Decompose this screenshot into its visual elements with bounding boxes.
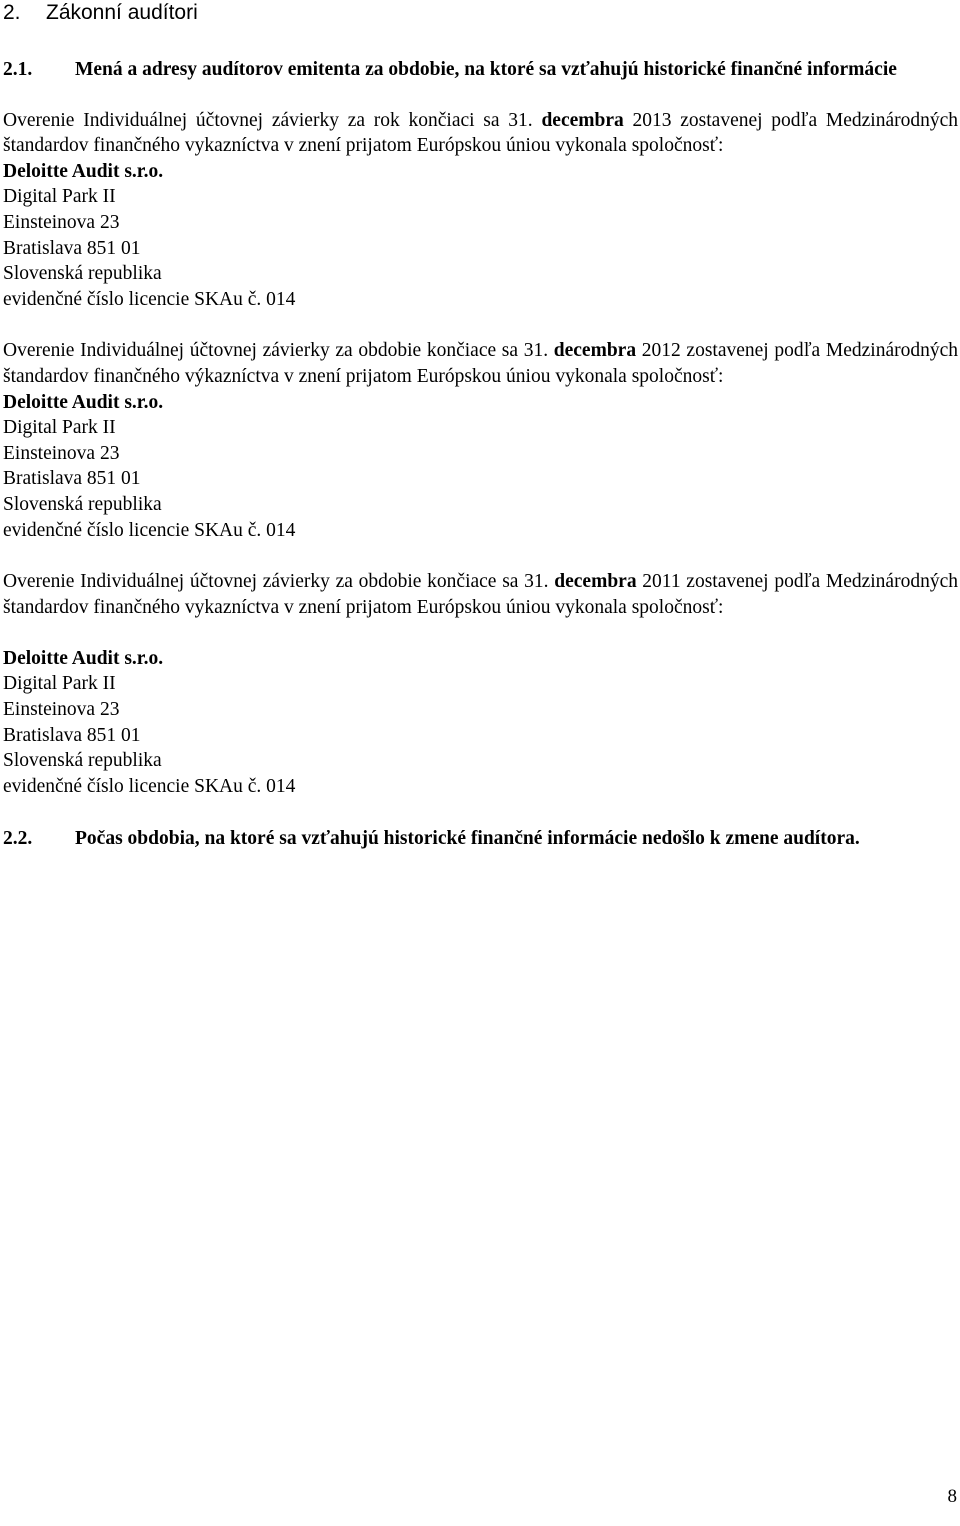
auditor-company: Deloitte Audit s.r.o. — [3, 647, 164, 669]
address-line-2: Einsteinova 23 — [3, 211, 120, 233]
subsection-number: 2.2. — [3, 828, 33, 850]
intro-text: Overenie Individuálnej účtovnej závierky za obdobie končiace sa 31. — [3, 571, 555, 593]
address-country: Slovenská republika — [3, 263, 162, 285]
intro-bold: decembra — [554, 571, 637, 593]
document-page — [3, 0, 958, 852]
address-line-2: Einsteinova 23 — [3, 442, 120, 464]
subsection-heading-2-1 — [3, 57, 958, 83]
intro-bold: decembra — [541, 109, 624, 131]
intro-text-rest: 2013 zostavenej podľa Medzinárodných štandardov finančného vykazníctva v znení prijatom Európskou úniou vykonala spoločnosť: — [3, 109, 958, 157]
license-number: evidenčné číslo licencie SKAu č. 014 — [3, 288, 296, 310]
section-title: Zákonní audítori — [46, 1, 198, 24]
spacer — [3, 620, 958, 646]
subsection-title: Počas obdobia, na ktoré sa vzťahujú historické finančné informácie nedošlo k zmene audítora. — [75, 828, 860, 850]
auditor-company: Deloitte Audit s.r.o. — [3, 160, 164, 182]
intro-bold: decembra — [553, 340, 637, 362]
subsection-heading-2-2 — [3, 826, 958, 852]
address-line-3: Bratislava 851 01 — [3, 724, 141, 746]
page-number: 8 — [947, 1486, 957, 1508]
license-number: evidenčné číslo licencie SKAu č. 014 — [3, 775, 296, 797]
intro-text-rest: 2012 zostavenej podľa Medzinárodných štandardov finančného výkazníctva v znení prijatom Európskou úniou vykonala spoločnosť: — [3, 340, 958, 387]
address-country: Slovenská republika — [3, 493, 162, 515]
address-country: Slovenská republika — [3, 750, 162, 772]
section-heading — [3, 0, 958, 26]
license-number: evidenčné číslo licencie SKAu č. 014 — [3, 519, 296, 541]
subsection-number: 2.1. — [3, 59, 33, 80]
intro-text-rest: 2011 zostavenej podľa Medzinárodných štandardov finančného vykazníctva v znení prijatom Európskou úniou vykonala spoločnosť: — [3, 571, 958, 618]
address-line-1: Digital Park II — [3, 673, 116, 695]
address-line-1: Digital Park II — [3, 186, 116, 208]
intro-text: Overenie Individuálnej účtovnej závierky za obdobie končiace sa 31. — [3, 340, 554, 362]
section-number: 2. — [3, 1, 21, 24]
auditor-block-2012 — [3, 338, 958, 543]
address-line-3: Bratislava 851 01 — [3, 468, 141, 490]
address-line-2: Einsteinova 23 — [3, 699, 120, 721]
intro-text: Overenie Individuálnej účtovnej závierky za rok končiaci sa 31. — [3, 109, 542, 131]
audit-intro — [3, 108, 958, 159]
audit-intro — [3, 338, 958, 389]
address-line-1: Digital Park II — [3, 417, 116, 439]
auditor-block-2013 — [3, 108, 958, 313]
address-line-3: Bratislava 851 01 — [3, 237, 141, 259]
audit-intro — [3, 569, 958, 620]
subsection-title: Mená a adresy audítorov emitenta za obdobie, na ktoré sa vzťahujú historické finančné informácie — [75, 59, 897, 80]
auditor-company: Deloitte Audit s.r.o. — [3, 391, 164, 413]
auditor-block-2011 — [3, 569, 958, 799]
